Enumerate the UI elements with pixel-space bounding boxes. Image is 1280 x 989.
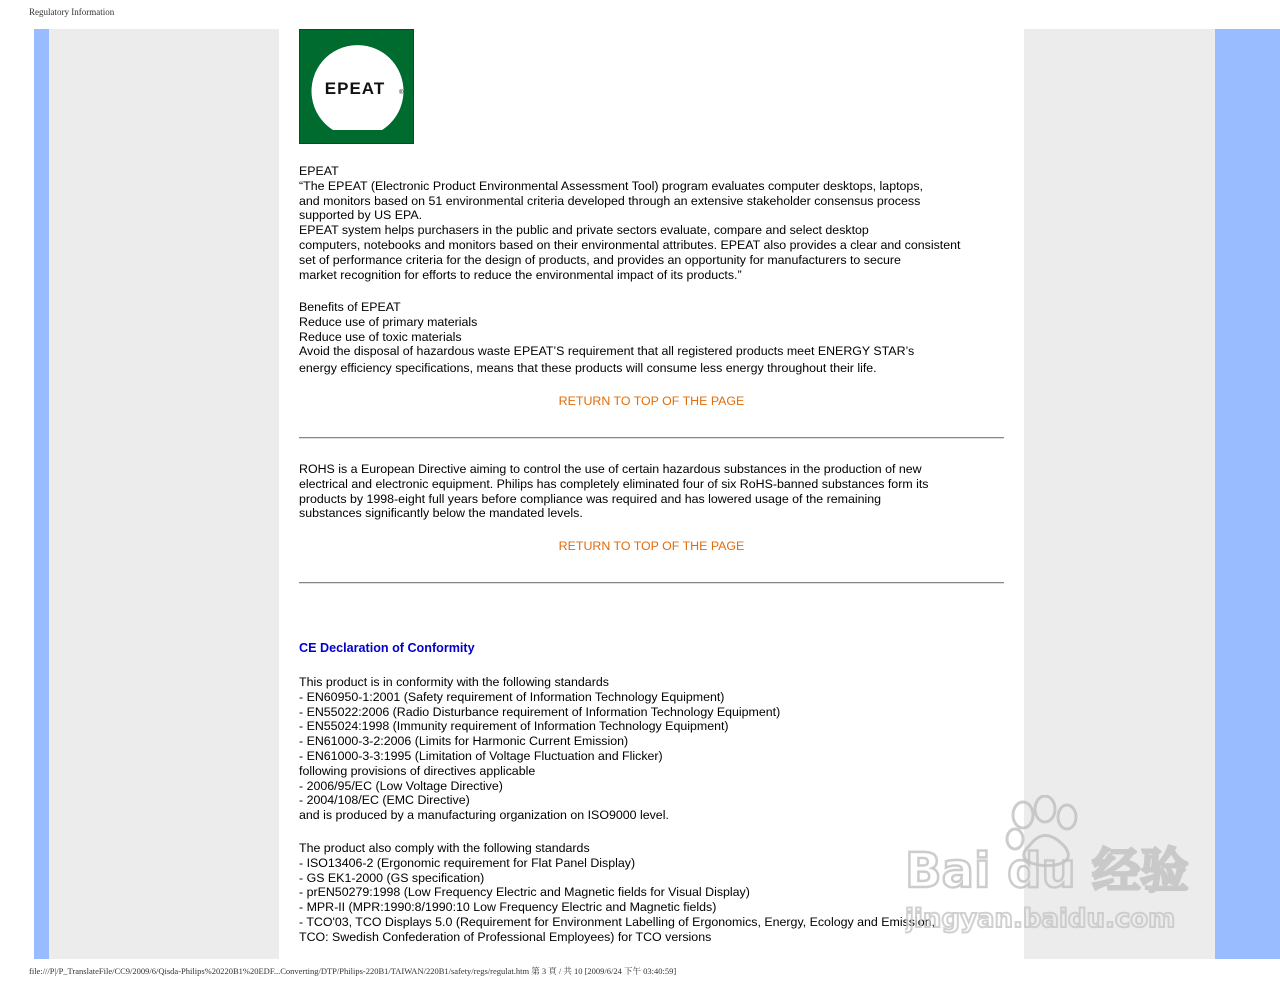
conformity-line: - EN61000-3-2:2006 (Limits for Harmonic Current Emission) — [299, 734, 629, 749]
conformity-line: - EN61000-3-3:1995 (Limitation of Voltage Fluctuation and Flicker) — [299, 748, 663, 763]
rohs-line: electrical and electronic equipment. Philips has completely eliminated four of six RoHS-banned substances form its — [299, 476, 929, 491]
benefits-line: Reduce use of primary materials — [299, 314, 478, 329]
conformity-line: - 2004/108/EC (EMC Directive) — [299, 793, 470, 808]
epeat-line: EPEAT system helps purchasers in the public and private sectors evaluate, compare and select desktop — [299, 223, 869, 238]
epeat-logo-icon — [300, 30, 414, 144]
epeat-benefits — [299, 300, 999, 376]
epeat-line: computers, notebooks and monitors based on their environmental attributes. EPEAT also provides a clear and consistent — [299, 237, 961, 252]
rohs-line: products by 1998-eight full years before compliance was required and has lowered usage of the remaining — [299, 491, 882, 506]
left-gray-sidebar — [49, 29, 279, 959]
watermark-url: jingyan.baidu.com — [905, 904, 1176, 934]
standards-line: - TCO'03, TCO Displays 5.0 (Requirement for Environment Labelling of Ergonomics, Energy, Ecology and Emission, — [299, 914, 935, 929]
epeat-line: EPEAT — [299, 164, 339, 178]
ce-additional-standards — [299, 841, 999, 945]
watermark-brand: Bai du 经验 — [905, 843, 1189, 899]
standards-line: TCO: Swedish Confederation of Professional Employees) for TCO versions — [299, 929, 712, 944]
benefits-line: energy efficiency specifications, means that these products will consume less energy throughout their life. — [299, 361, 877, 376]
logo-registered-mark: ® — [399, 90, 404, 96]
right-gray-sidebar — [1024, 29, 1215, 959]
logo-text: EPEAT — [324, 79, 386, 98]
epeat-line: set of performance criteria for the design of products, and provides an opportunity for manufacturers to secure — [299, 252, 901, 267]
standards-line: - prEN50279:1998 (Low Frequency Electric and Magnetic fields for Visual Display) — [299, 885, 750, 900]
conformity-line: - 2006/95/EC (Low Voltage Directive) — [299, 778, 503, 793]
section-divider — [299, 582, 1004, 584]
rohs-line: substances significantly below the mandated levels. — [299, 506, 583, 521]
main-content — [279, 29, 1024, 959]
left-blue-border — [34, 29, 49, 959]
conformity-line: and is produced by a manufacturing organization on ISO9000 level. — [299, 808, 669, 823]
conformity-line: - EN60950-1:2001 (Safety requirement of Information Technology Equipment) — [299, 689, 725, 704]
right-blue-border — [1215, 29, 1280, 959]
epeat-line: market recognition for efforts to reduce the environmental impact of its products.” — [299, 267, 742, 282]
benefits-line: Avoid the disposal of hazardous waste EPEAT’S requirement that all registered products meet ENERGY STAR’s — [299, 344, 915, 359]
standards-line: The product also comply with the following standards — [299, 841, 590, 855]
epeat-line: supported by US EPA. — [299, 208, 423, 223]
conformity-line: following provisions of directives applicable — [299, 763, 536, 778]
benefits-line: Benefits of EPEAT — [299, 300, 401, 314]
standards-line: - ISO13406-2 (Ergonomic requirement for Flat Panel Display) — [299, 855, 636, 870]
epeat-line: and monitors based on 51 environmental criteria developed through an extensive stakeholder consensus process — [299, 193, 921, 208]
return-to-top-link[interactable]: RETURN TO TOP OF THE PAGE — [558, 539, 745, 553]
benefits-line: Reduce use of toxic materials — [299, 329, 462, 344]
rohs-description — [299, 462, 999, 521]
epeat-logo — [299, 29, 414, 144]
print-header: Regulatory Information — [29, 7, 115, 17]
conformity-line: - EN55022:2006 (Radio Disturbance requirement of Information Technology Equipment) — [299, 704, 781, 719]
rohs-line: ROHS is a European Directive aiming to control the use of certain hazardous substances in the production of new — [299, 462, 922, 476]
return-to-top-link[interactable]: RETURN TO TOP OF THE PAGE — [558, 394, 745, 408]
conformity-line: - EN55024:1998 (Immunity requirement of Information Technology Equipment) — [299, 719, 729, 734]
standards-line: - GS EK1-2000 (GS specification) — [299, 870, 485, 885]
conformity-line: This product is in conformity with the following standards — [299, 675, 609, 689]
epeat-line: “The EPEAT (Electronic Product Environmental Assessment Tool) program evaluates computer desktops, laptops, — [299, 178, 923, 193]
section-divider — [299, 437, 1004, 439]
epeat-description — [299, 164, 999, 282]
ce-conformity-list — [299, 675, 999, 823]
print-footer: file:///P|/P_TranslateFile/CC9/2009/6/Qisda-Philips%20220B1%20EDF...Converting/DTP/Philips-220B1/TAIWAN/220B1/safety/regs/regulat.htm 第 3 頁 / 共 10 [2009/6/24 下午 03:40:59] — [29, 966, 677, 976]
ce-declaration-title: CE Declaration of Conformity — [299, 641, 475, 655]
standards-line: - MPR-II (MPR:1990:8/1990:10 Low Frequency Electric and Magnetic fields) — [299, 900, 717, 915]
